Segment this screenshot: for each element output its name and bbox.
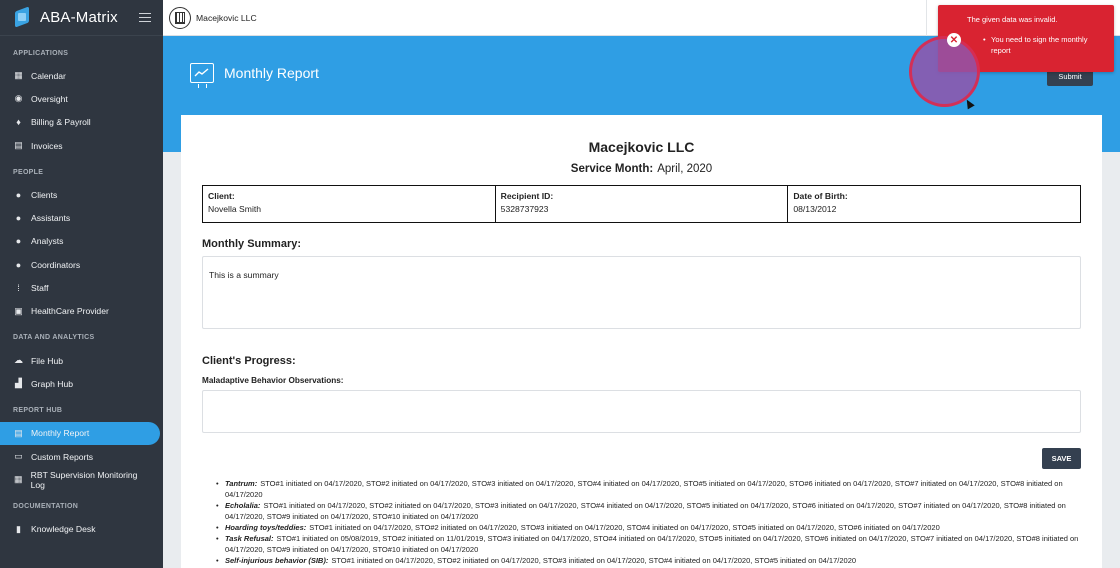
log-icon: ▦ — [14, 474, 23, 485]
client-value: Novella Smith — [208, 204, 262, 214]
sidebar-item-rbt-supervision-log[interactable] — [0, 468, 163, 491]
users-icon: ● — [15, 213, 22, 224]
sidebar-item-graph-hub[interactable] — [0, 372, 163, 395]
list-item — [214, 533, 1081, 555]
sidebar-item-analysts[interactable] — [0, 230, 163, 253]
click-highlight-ring — [909, 36, 980, 107]
app-title: ABA-Matrix — [40, 9, 118, 26]
sidebar-item-label: Assistants — [31, 213, 71, 224]
service-month-value: April, 2020 — [657, 163, 713, 175]
behavior-name: Echolalia: — [225, 501, 261, 510]
sidebar-item-custom-reports[interactable] — [0, 445, 163, 468]
sidebar-item-label: HealthCare Provider — [31, 306, 109, 317]
users-icon: ● — [15, 236, 22, 247]
medkit-icon: ▣ — [14, 305, 23, 316]
behavior-name: Task Refusal: — [225, 534, 274, 543]
report-icon: ▤ — [14, 427, 23, 438]
sidebar-item-clients[interactable] — [0, 183, 163, 206]
sidebar-item-calendar[interactable] — [0, 64, 163, 87]
sidebar-item-label: Billing & Payroll — [31, 117, 91, 128]
dob-label: Date of Birth: — [793, 191, 848, 201]
staff-icon: ⁞ — [17, 283, 20, 294]
sidebar — [0, 0, 163, 568]
sidebar-item-label: RBT Supervision Monitoring Log — [30, 469, 138, 490]
behavior-stos: STO#1 initiated on 04/17/2020, STO#2 initiated on 04/17/2020, STO#3 initiated on 04/17/2020, STO#4 initiated on 04/17/2020, STO#5 initiated on 04/17/2020, STO#6 initiated on 04/17/2020 — [309, 523, 940, 532]
book-icon: ▮ — [16, 523, 21, 534]
sidebar-item-label: Analysts — [31, 236, 64, 247]
report-company-name: Macejkovic LLC — [588, 139, 695, 155]
section-label-documentation: DOCUMENTATION — [13, 502, 79, 510]
invoice-icon: ▤ — [14, 140, 23, 151]
save-button[interactable]: SAVE — [1042, 448, 1081, 469]
users-icon: ● — [15, 259, 22, 270]
sidebar-item-knowledge-desk[interactable] — [0, 517, 163, 540]
behavior-stos: STO#1 initiated on 04/17/2020, STO#2 initiated on 04/17/2020, STO#3 initiated on 04/17/2020, STO#4 initiated on 04/17/2020, STO#5 initiated on 04/17/2020 — [331, 556, 857, 565]
list-item — [214, 555, 1081, 566]
sidebar-item-file-hub[interactable] — [0, 349, 163, 372]
document-icon: ▭ — [14, 451, 23, 461]
sidebar-item-label: Knowledge Desk — [31, 524, 96, 535]
client-info-table — [202, 185, 1081, 223]
sidebar-item-monthly-report[interactable] — [0, 422, 160, 445]
sidebar-item-label: Calendar — [31, 70, 66, 81]
monthly-summary-textarea[interactable]: This is a summary — [202, 256, 1081, 329]
recipient-id-value: 5328737923 — [500, 204, 549, 214]
client-label: Client: — [208, 191, 235, 201]
behavior-sto-list — [214, 478, 1081, 566]
page-heading — [190, 63, 319, 83]
toast-title: The given data was invalid. — [967, 15, 1058, 24]
sidebar-item-label: Coordinators — [31, 259, 81, 270]
org-name[interactable]: Macejkovic LLC — [196, 12, 257, 23]
sidebar-item-oversight[interactable] — [0, 87, 163, 110]
list-item — [214, 500, 1081, 522]
toast-message: • You need to sign the monthly report — [991, 34, 1106, 56]
report-card — [181, 115, 1102, 568]
sidebar-item-assistants[interactable] — [0, 206, 163, 229]
sidebar-item-coordinators[interactable] — [0, 253, 163, 276]
monitor-chart-icon — [190, 63, 214, 83]
service-month — [181, 163, 1102, 175]
toast-messages — [991, 34, 1106, 56]
recipient-id-label: Recipient ID: — [500, 191, 554, 201]
sidebar-item-label: File Hub — [31, 355, 63, 366]
sidebar-item-label: Clients — [31, 189, 58, 200]
maladaptive-observations-textarea[interactable] — [202, 390, 1081, 433]
list-item — [214, 522, 1081, 533]
monthly-summary-heading: Monthly Summary: — [202, 238, 302, 250]
section-label-people: PEOPLE — [13, 168, 44, 176]
behavior-stos: STO#1 initiated on 04/17/2020, STO#2 initiated on 04/17/2020, STO#3 initiated on 04/17/2020, STO#4 initiated on 04/17/2020, STO#5 initiated on 04/17/2020, STO#6 initiated on 04/17/2020, STO#7 initiated on 04/17/2020, STO#8 initiated on 04/17/2020 — [225, 479, 1063, 499]
behavior-name: Self-injurious behavior (SIB): — [225, 556, 329, 565]
maladaptive-behavior-heading: Maladaptive Behavior Observations: — [202, 376, 344, 385]
calendar-icon: ▦ — [14, 70, 23, 81]
service-month-label: Service Month: — [570, 163, 654, 175]
hamburger-menu-icon[interactable] — [139, 13, 151, 23]
dob-value: 08/13/2012 — [793, 204, 837, 214]
org-logo-icon — [169, 7, 191, 29]
sidebar-item-healthcare-provider[interactable] — [0, 300, 163, 323]
behavior-stos: STO#1 initiated on 05/08/2019, STO#2 initiated on 11/01/2019, STO#3 initiated on 04/17/2020, STO#4 initiated on 04/17/2020, STO#5 initiated on 04/17/2020, STO#6 initiated on 04/17/2020, STO#7 initiated on 04/17/2020, STO#8 initiated on 04/17/2020, STO#9 initiated on 04/17/2020, STO#10 initiated on 04/17/2020 — [225, 534, 1079, 554]
sidebar-item-staff[interactable] — [0, 276, 163, 299]
sidebar-item-invoices[interactable] — [0, 134, 163, 157]
sidebar-item-label: Invoices — [31, 140, 63, 151]
user-icon: ● — [15, 189, 22, 200]
behavior-name: Hoarding toys/teddies: — [225, 523, 307, 532]
section-label-data-analytics: DATA AND ANALYTICS — [13, 334, 95, 342]
brand-bar — [0, 0, 163, 36]
client-progress-heading: Client's Progress: — [202, 355, 296, 367]
submit-button[interactable]: Submit — [1047, 66, 1093, 86]
behavior-name: Tantrum: — [225, 479, 258, 488]
cloud-icon: ☁ — [14, 355, 23, 366]
recipient-id-cell — [496, 186, 789, 222]
aba-matrix-logo-icon — [12, 8, 32, 28]
section-label-applications: APPLICATIONS — [13, 49, 69, 57]
sidebar-item-label: Monthly Report — [31, 428, 90, 439]
dob-cell — [788, 186, 1080, 222]
section-label-report-hub: REPORT HUB — [13, 407, 63, 415]
sidebar-item-label: Custom Reports — [31, 451, 94, 462]
close-icon[interactable]: ✕ — [947, 33, 961, 47]
topbar-divider — [926, 0, 927, 36]
sidebar-item-billing-payroll[interactable] — [0, 111, 163, 134]
page-title: Monthly Report — [224, 65, 319, 81]
list-item — [214, 478, 1081, 500]
money-bag-icon: ♦ — [16, 117, 21, 128]
sidebar-item-label: Graph Hub — [31, 378, 74, 389]
eye-icon: ◉ — [14, 93, 23, 104]
chart-icon: ▟ — [15, 378, 22, 389]
client-cell — [203, 186, 496, 222]
sidebar-item-label: Oversight — [31, 93, 68, 104]
sidebar-item-label: Staff — [31, 283, 49, 294]
behavior-stos: STO#1 initiated on 04/17/2020, STO#2 initiated on 04/17/2020, STO#3 initiated on 04/17/2020, STO#4 initiated on 04/17/2020, STO#5 initiated on 04/17/2020, STO#6 initiated on 04/17/2020, STO#7 initiated on 04/17/2020, STO#8 initiated on 04/17/2020, STO#9 initiated on 04/17/2020, STO#10 initiated on 04/17/2020 — [225, 501, 1066, 521]
